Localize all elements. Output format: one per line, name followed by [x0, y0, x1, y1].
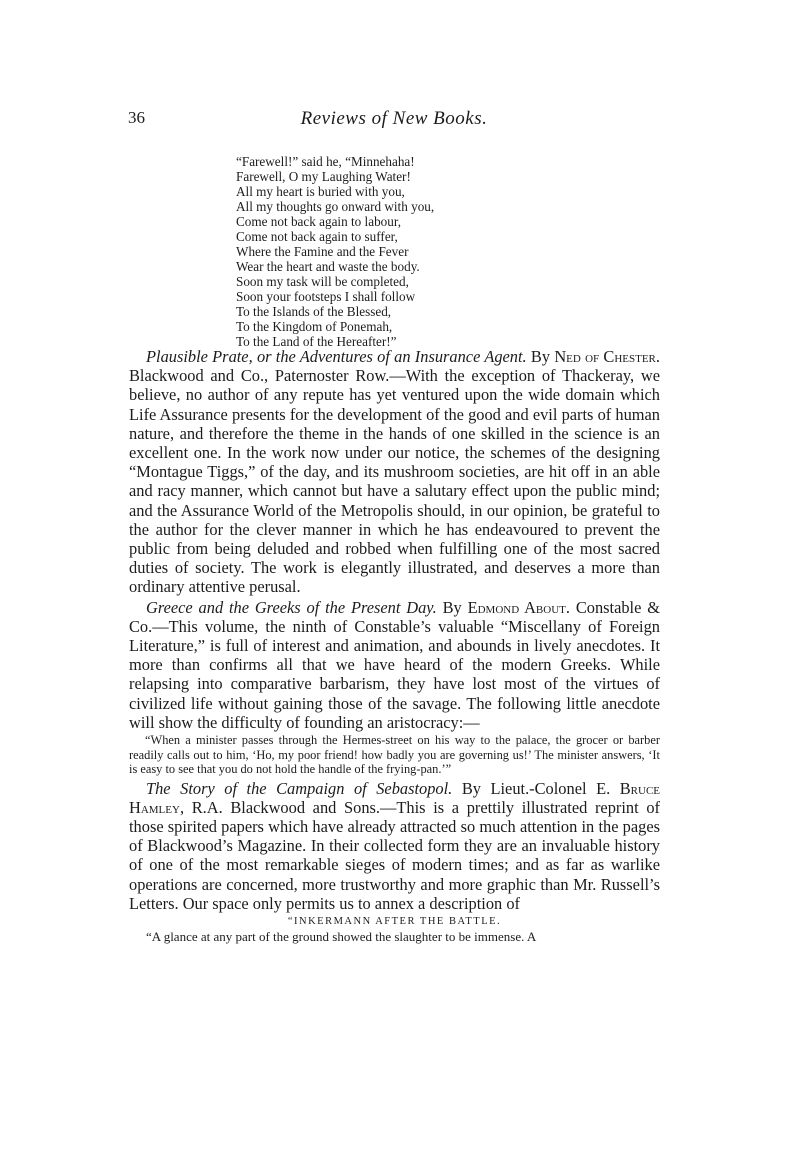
page-header	[128, 108, 660, 134]
review-body: Blackwood and Sons.—This is a prettily illustrated reprint of those spirited papers which have already attracted so much attention in the pages of Blackwood’s Magazine. In their collected form they are an invaluable history of one of the most remarkable sieges of modern times; and as far as warlike operations are concerned, more trustworthy and more graphic than Mr. Russell’s Letters. Our space only permits us to annex a description of	[129, 797, 660, 913]
review-body: Constable & Co.—This volume, the ninth of Constable’s valuable “Miscellany of Foreign Literature,” is full of interest and animation, and abounds in lively anecdotes. It more than confirms all that we have heard of the modern Greeks. While relapsing into comparative barbarism, they have lost most of the virtues of civilized life without gaining those of the savage. The following little anecdote will show the difficulty of founding an aristocracy:—	[129, 597, 660, 732]
reviews-column	[129, 347, 660, 945]
poem-line: Soon your footsteps I shall follow	[236, 289, 416, 304]
author-name: Edmond About.	[467, 597, 570, 617]
poem-line: Come not back again to labour,	[236, 214, 402, 229]
author-name: E. Bruce Hamley,	[129, 778, 660, 817]
by-label: By Lieut.-Colonel	[461, 778, 587, 798]
poem-excerpt	[236, 154, 536, 349]
anecdote-quote: “When a minister passes through the Hermes-street on his way to the palace, the grocer or barber readily calls out to him, ‘Ho, my poor friend! how badly you are governing us!’ The minister answers, ‘It is easy to see that you do not hold the handle of the frying-pan.’”	[129, 733, 660, 777]
poem-line: All my thoughts go onward with you,	[236, 199, 435, 214]
poem-line: “Farewell!” said he, “Minnehaha!	[236, 154, 415, 169]
poem-line: Wear the heart and waste the body.	[236, 259, 420, 274]
running-title: Reviews of New Books.	[300, 108, 488, 129]
poem-line: To the Land of the Hereafter!”	[236, 334, 397, 349]
by-label: By	[530, 347, 551, 366]
by-label: By	[442, 597, 462, 617]
poem-line: All my heart is buried with you,	[236, 184, 405, 199]
poem-line: To the Islands of the Blessed,	[236, 304, 392, 319]
poem-line: To the Kingdom of Ponemah,	[236, 319, 393, 334]
poem-line: Where the Famine and the Fever	[236, 244, 409, 259]
book-title: Plausible Prate, or the Adventures of an Insurance Agent.	[146, 347, 527, 366]
review-plausible-prate	[129, 347, 660, 597]
author-name: Ned of Chester.	[554, 347, 660, 366]
excerpt-heading: “INKERMANN AFTER THE BATTLE.	[287, 915, 502, 927]
author-suffix: R.A.	[191, 797, 223, 817]
review-greece-and-the-greeks	[129, 598, 660, 732]
poem-line: Come not back again to suffer,	[236, 229, 398, 244]
book-title: Greece and the Greeks of the Present Day.	[146, 597, 437, 617]
excerpt-first-line: “A glance at any part of the ground showed the slaughter to be immense. A	[146, 928, 537, 944]
review-campaign-of-sebastopol	[129, 779, 660, 913]
page-number: 36	[128, 108, 145, 127]
poem-line: Farewell, O my Laughing Water!	[236, 169, 411, 184]
book-title: The Story of the Campaign of Sebastopol.	[146, 778, 453, 798]
review-body: Blackwood and Co., Paternoster Row.—With the exception of Thackeray, we believe, no author of any repute has yet ventured upon the wide domain which Life Assurance presents for the development of the good and evil parts of human nature, and therefore the theme in the hands of one skilled in the science is an excellent one. In the work now under our notice, the schemes of the designing “Montague Tiggs,” of the day, and its mushroom societies, are hit off in an able and racy manner, which cannot but have a salutary effect upon the public mind; and the Assurance World of the Metropolis should, in our opinion, be grateful to the author for the clever manner in which he has endeavoured to prevent the public from being deluded and robbed when fulfilling one of the most sacred duties of society. The work is elegantly illustrated, and deserves a more than ordinary attentive perusal.	[129, 366, 660, 597]
poem-line: Soon my task will be completed,	[236, 274, 409, 289]
